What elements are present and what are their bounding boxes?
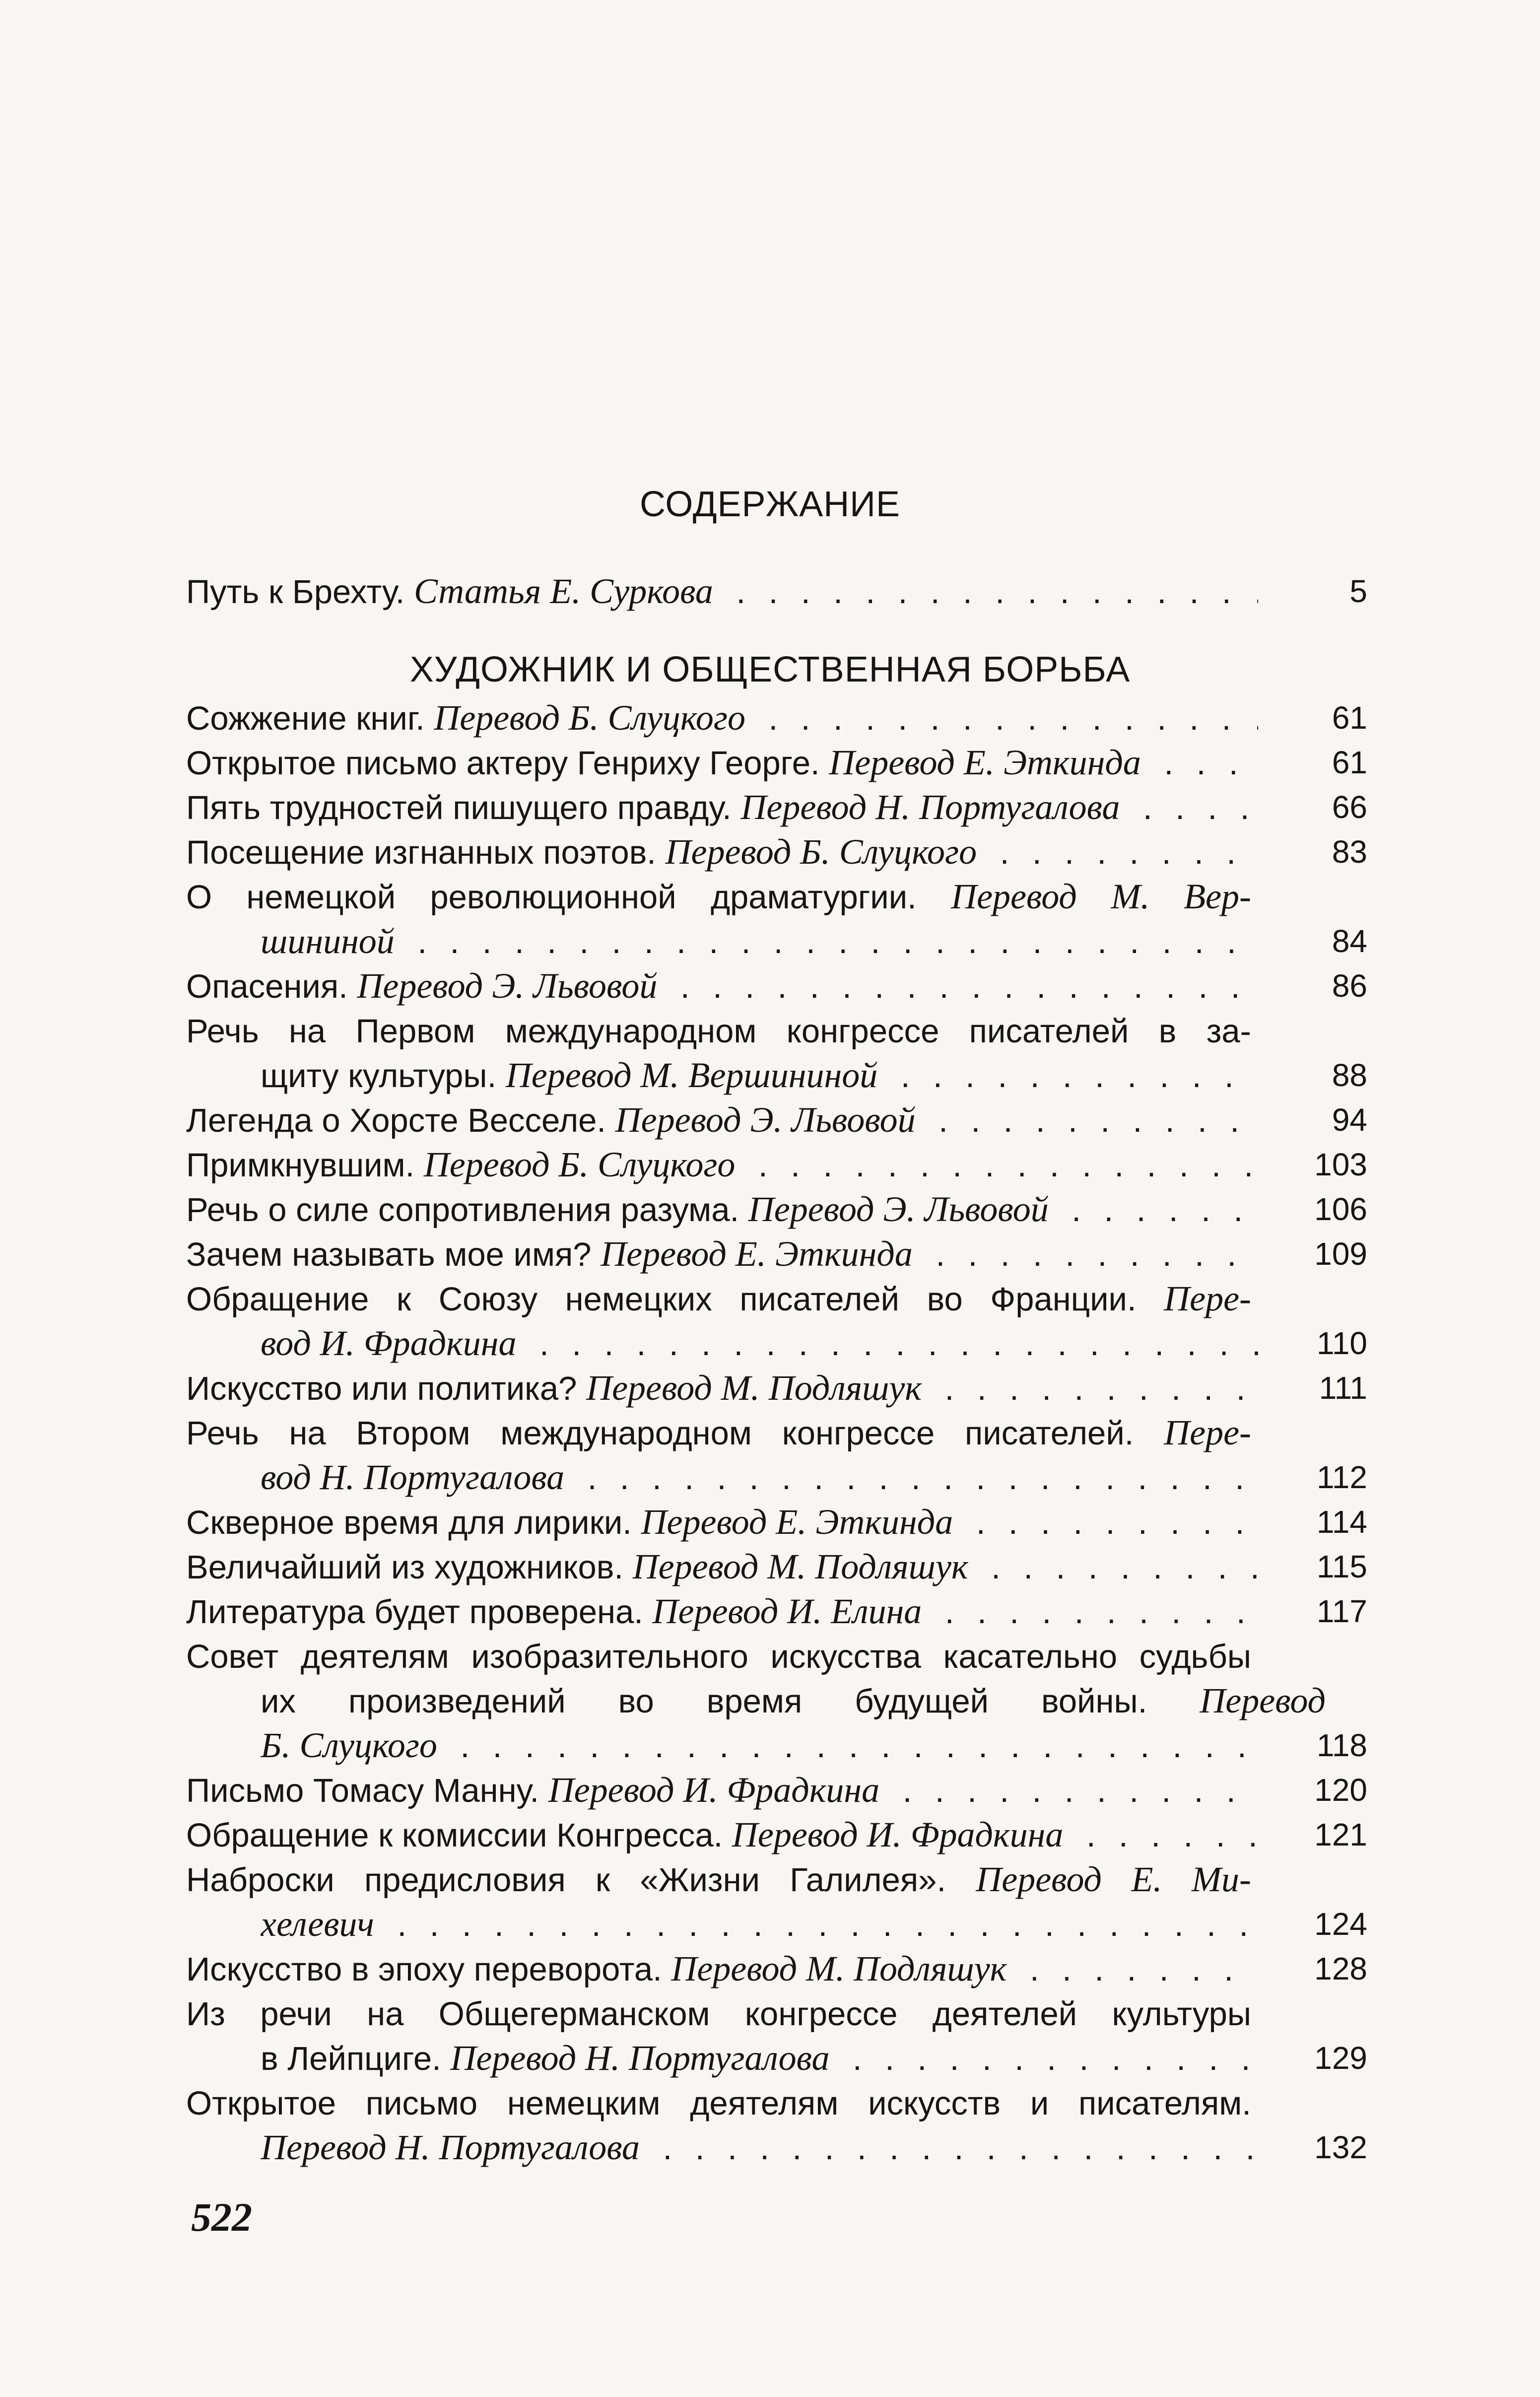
work-title: их произведений во время будущей войны. [261, 1683, 1147, 1720]
toc-entry-text [186, 695, 1258, 742]
work-title: Речь на Первом международном конгрессе писателей в за- [186, 1013, 1251, 1050]
toc-entry-text [186, 1499, 1258, 1546]
toc-entry-heading [261, 2040, 836, 2077]
work-title: Пять трудностей пишущего правду. [186, 789, 732, 826]
toc-entry-text [186, 1186, 1258, 1233]
work-title: Посещение изгнанных поэтов. [186, 834, 656, 871]
translator-credit: Перевод Н. Португалова [450, 2038, 830, 2078]
toc-entry-text [186, 874, 1258, 920]
toc-entry-text [186, 1142, 1258, 1188]
toc-entry-line [186, 1722, 1367, 1768]
toc-entry-text [186, 1097, 1258, 1144]
toc-entry-line [186, 740, 1367, 785]
toc-entry-heading [186, 789, 1127, 826]
toc-page-number: 84 [1332, 923, 1367, 959]
work-title: Легенда о Хорсте Весселе. [186, 1102, 606, 1139]
translator-credit: Перевод [1200, 1681, 1326, 1720]
translator-credit: Перевод Б. Слуцкого [665, 832, 977, 872]
toc-entry-text [186, 1812, 1258, 1858]
toc-entry-heading [186, 1951, 1013, 1988]
work-title: Сожжение книг. [186, 700, 425, 737]
toc-entry-line [186, 1142, 1367, 1187]
toc-entry-text [261, 1454, 1258, 1501]
translator-credit: Перевод Э. Львовой [357, 966, 658, 1006]
work-title: Путь к Брехту. [186, 573, 405, 611]
page-number-folio: 522 [191, 2194, 252, 2240]
toc-entry-line [186, 1320, 1367, 1366]
toc-entry-heading [186, 1504, 960, 1541]
toc-page-number: 114 [1316, 1504, 1367, 1540]
toc-entry-text [261, 1052, 1258, 1099]
toc-entry-heading [186, 1638, 1258, 1675]
work-title: Величайший из художников. [186, 1549, 623, 1586]
toc-entry-heading [186, 1772, 886, 1809]
toc-entry-line [186, 2080, 1367, 2125]
toc-entry-text [186, 784, 1258, 831]
section-title: ХУДОЖНИК И ОБЩЕСТВЕННАЯ БОРЬБА [409, 650, 1131, 689]
toc-entry-text [186, 1008, 1258, 1054]
toc-entry-text [186, 1231, 1258, 1278]
toc-page-number: 106 [1314, 1191, 1367, 1227]
toc-entry-line [186, 1901, 1367, 1947]
translator-credit: Перевод Е. Эткинда [601, 1234, 913, 1274]
toc-page-number: 61 [1332, 745, 1367, 780]
toc-page-number: 94 [1332, 1102, 1367, 1138]
translator-credit: Перевод Е. Эткинда [829, 743, 1141, 782]
translator-credit: Перевод Н. Португалова [740, 787, 1120, 827]
translator-credit: Перевод М. Подляшук [632, 1547, 968, 1586]
toc-entry-line [186, 695, 1367, 741]
toc-entry-line [186, 1544, 1367, 1589]
toc-entry-line [186, 1990, 1367, 2036]
work-title: Обращение к Союзу немецких писателей во Франции. [186, 1281, 1137, 1318]
toc-entry-text [186, 829, 1258, 876]
toc-entry-heading [186, 1370, 929, 1407]
toc-entry-heading [186, 1817, 1070, 1854]
toc-entry-heading [186, 2085, 1258, 2122]
toc-entry-heading [261, 1459, 571, 1497]
toc-entry-line [186, 1186, 1367, 1232]
toc-entry-line [186, 1499, 1367, 1545]
work-title: Искусство в эпоху переворота. [186, 1951, 662, 1988]
toc-page-number: 115 [1316, 1549, 1367, 1584]
work-title: Открытое письмо актеру Генриху Георге. [186, 745, 820, 782]
work-title: Опасения. [186, 968, 348, 1005]
toc-entry-text [186, 1990, 1258, 2037]
toc-entry-line [186, 784, 1367, 830]
translator-credit: Перевод Б. Слуцкого [434, 698, 745, 738]
toc-entry-heading [186, 745, 1148, 782]
toc-page-number: 5 [1349, 573, 1367, 609]
work-title: Наброски предисловия к «Жизни Галилея». [186, 1861, 946, 1899]
translator-credit: Перевод Э. Львовой [615, 1100, 916, 1140]
toc-entry-text [186, 2080, 1258, 2126]
toc-entry-heading [186, 700, 752, 737]
toc-entry-line [186, 1588, 1367, 1634]
toc-entry-heading [261, 1057, 884, 1095]
toc-page-number: 111 [1319, 1370, 1367, 1406]
toc-page-number: 117 [1316, 1593, 1367, 1629]
toc-page-number: 128 [1314, 1951, 1367, 1986]
toc-page-number: 124 [1314, 1906, 1367, 1942]
toc-entry-line [186, 1052, 1367, 1098]
toc-entry-text [261, 2124, 1258, 2171]
toc-page-number: 66 [1332, 789, 1367, 825]
toc-entry-line [186, 874, 1367, 919]
toc-entry-text [186, 1544, 1258, 1590]
work-title: Речь о силе сопротивления разума. [186, 1191, 739, 1229]
toc-entry-text [261, 1320, 1258, 1367]
toc-entry-text [186, 1276, 1258, 1322]
toc-entry-heading [186, 1281, 1258, 1318]
toc-page-number: 112 [1316, 1459, 1367, 1495]
toc-entry-line [186, 1097, 1367, 1143]
translator-credit: Перевод Е. Ми- [976, 1859, 1252, 1899]
toc-page-number: 121 [1314, 1817, 1367, 1852]
toc-entry-heading [186, 1236, 920, 1273]
work-title: Примкнувшим. [186, 1147, 415, 1184]
toc-entry-heading [186, 1593, 929, 1631]
toc-entry-line [186, 1410, 1367, 1455]
translator-credit: шининой [261, 921, 395, 961]
toc-entry-text [186, 1365, 1258, 1412]
toc-entry-line [186, 963, 1367, 1009]
toc-entry-text [186, 1588, 1258, 1635]
toc-entry-text [261, 918, 1258, 965]
toc-entry-line [186, 568, 1367, 614]
translator-credit: Перевод Б. Слуцкого [423, 1145, 736, 1184]
toc-entry-line [186, 1454, 1367, 1500]
translator-credit: Перевод Е. Эткинда [641, 1502, 953, 1542]
translator-credit: Пере- [1164, 1279, 1252, 1318]
contents-title: СОДЕРЖАНИЕ [639, 484, 901, 524]
toc-entry-line [186, 829, 1367, 875]
toc-entry-text [186, 740, 1258, 786]
translator-credit: Перевод И. Фрадкина [548, 1770, 880, 1810]
toc-entry-line [186, 1365, 1367, 1411]
toc-entry-heading [261, 1727, 444, 1765]
toc-page-number: 109 [1314, 1236, 1367, 1272]
toc-entry-heading [261, 1906, 381, 1943]
work-title: Из речи на Общегерманском конгрессе деятелей культуры [186, 1995, 1251, 2033]
toc-page-number: 118 [1316, 1727, 1367, 1763]
translator-credit: Перевод Н. Португалова [261, 2127, 640, 2167]
work-title: Речь на Втором международном конгрессе писателей. [186, 1415, 1134, 1452]
toc-entry-heading [186, 879, 1258, 916]
toc-entry-heading [186, 1415, 1258, 1452]
toc-entry-line [186, 1767, 1367, 1813]
toc-page-number: 120 [1314, 1772, 1367, 1808]
work-title: Открытое письмо немецким деятелям искусств и писателям. [186, 2085, 1251, 2122]
toc-entry-line [186, 1856, 1367, 1902]
toc-entry-line [186, 918, 1367, 964]
translator-credit: Перевод Э. Львовой [748, 1189, 1049, 1229]
toc-entry-text [186, 568, 1258, 615]
toc-entry-text [261, 1678, 1333, 1724]
toc-entry-heading [186, 1549, 975, 1586]
toc-entry-heading [261, 923, 402, 960]
translator-credit: Статья Е. Суркова [414, 571, 713, 611]
toc-page-number: 110 [1316, 1325, 1367, 1361]
work-title: Скверное время для лирики. [186, 1504, 632, 1541]
toc-entry-line [186, 1812, 1367, 1857]
toc-entry-text [261, 1901, 1258, 1948]
toc-entry-heading [186, 1013, 1258, 1050]
toc-page-number: 61 [1332, 700, 1367, 736]
translator-credit: Б. Слуцкого [261, 1725, 437, 1765]
toc-entry-text [186, 1856, 1258, 1903]
toc-entry-text [186, 1767, 1258, 1814]
work-title: Искусство или политика? [186, 1370, 577, 1407]
toc-entry-line [186, 1946, 1367, 1991]
translator-credit: Перевод М. Вершининой [505, 1055, 878, 1095]
toc-entry-text [261, 1722, 1258, 1769]
toc-entry-text [186, 1633, 1258, 1680]
work-title: Зачем называть мое имя? [186, 1236, 592, 1273]
toc-entry-heading [261, 1683, 1333, 1720]
work-title: в Лейпциге. [261, 2040, 441, 2077]
toc-entry-heading [261, 1325, 524, 1363]
toc-entry-heading [186, 968, 664, 1005]
translator-credit: вод Н. Португалова [261, 1457, 565, 1497]
toc-entry-text [186, 1410, 1258, 1456]
translator-credit: Перевод И. Елина [652, 1591, 922, 1631]
toc-entry-line [186, 2124, 1367, 2170]
translator-credit: Перевод И. Фрадкина [732, 1815, 1064, 1854]
work-title: Литература будет проверена. [186, 1593, 643, 1631]
translator-credit: хелевич [261, 1904, 374, 1944]
toc-page-number: 103 [1314, 1147, 1367, 1182]
translator-credit: Перевод М. Вер- [951, 877, 1252, 916]
toc-entry-heading [186, 1191, 1056, 1229]
toc-entry-heading [186, 1147, 742, 1184]
work-title: щиту культуры. [261, 1057, 497, 1095]
toc-entry-heading [186, 573, 720, 611]
toc-entry-line [186, 1231, 1367, 1277]
toc-entry-text [261, 2035, 1258, 2082]
toc-page-number: 129 [1314, 2040, 1367, 2076]
toc-entry-line [186, 1633, 1367, 1679]
toc-page-number: 83 [1332, 834, 1367, 870]
toc-entry-heading [186, 1995, 1258, 2033]
toc-entry-heading [186, 1861, 1258, 1899]
toc-entry-text [186, 963, 1258, 1010]
toc-entry-heading [186, 834, 984, 871]
toc-entry-line [186, 1276, 1367, 1321]
translator-credit: Перевод М. Подляшук [671, 1949, 1007, 1988]
toc-entry-line [186, 1008, 1367, 1053]
toc-page-number: 132 [1314, 2129, 1367, 2165]
work-title: Письмо Томасу Манну. [186, 1772, 539, 1809]
toc-page-number: 88 [1332, 1057, 1367, 1093]
translator-credit: Перевод М. Подляшук [586, 1368, 922, 1408]
work-title: Совет деятелям изобразительного искусства касательно судьбы [186, 1638, 1251, 1675]
work-title: Обращение к комиссии Конгресса. [186, 1817, 723, 1854]
toc-entry-line [186, 2035, 1367, 2081]
translator-credit: вод И. Фрадкина [261, 1323, 517, 1363]
toc-entry-heading [186, 1102, 923, 1139]
toc-entry-heading [261, 2129, 647, 2167]
toc-entry-line [186, 1678, 1367, 1723]
toc-page-number: 86 [1332, 968, 1367, 1004]
work-title: О немецкой революционной драматургии. [186, 879, 917, 916]
translator-credit: Пере- [1164, 1413, 1251, 1452]
toc-entry-text [186, 1946, 1258, 1992]
